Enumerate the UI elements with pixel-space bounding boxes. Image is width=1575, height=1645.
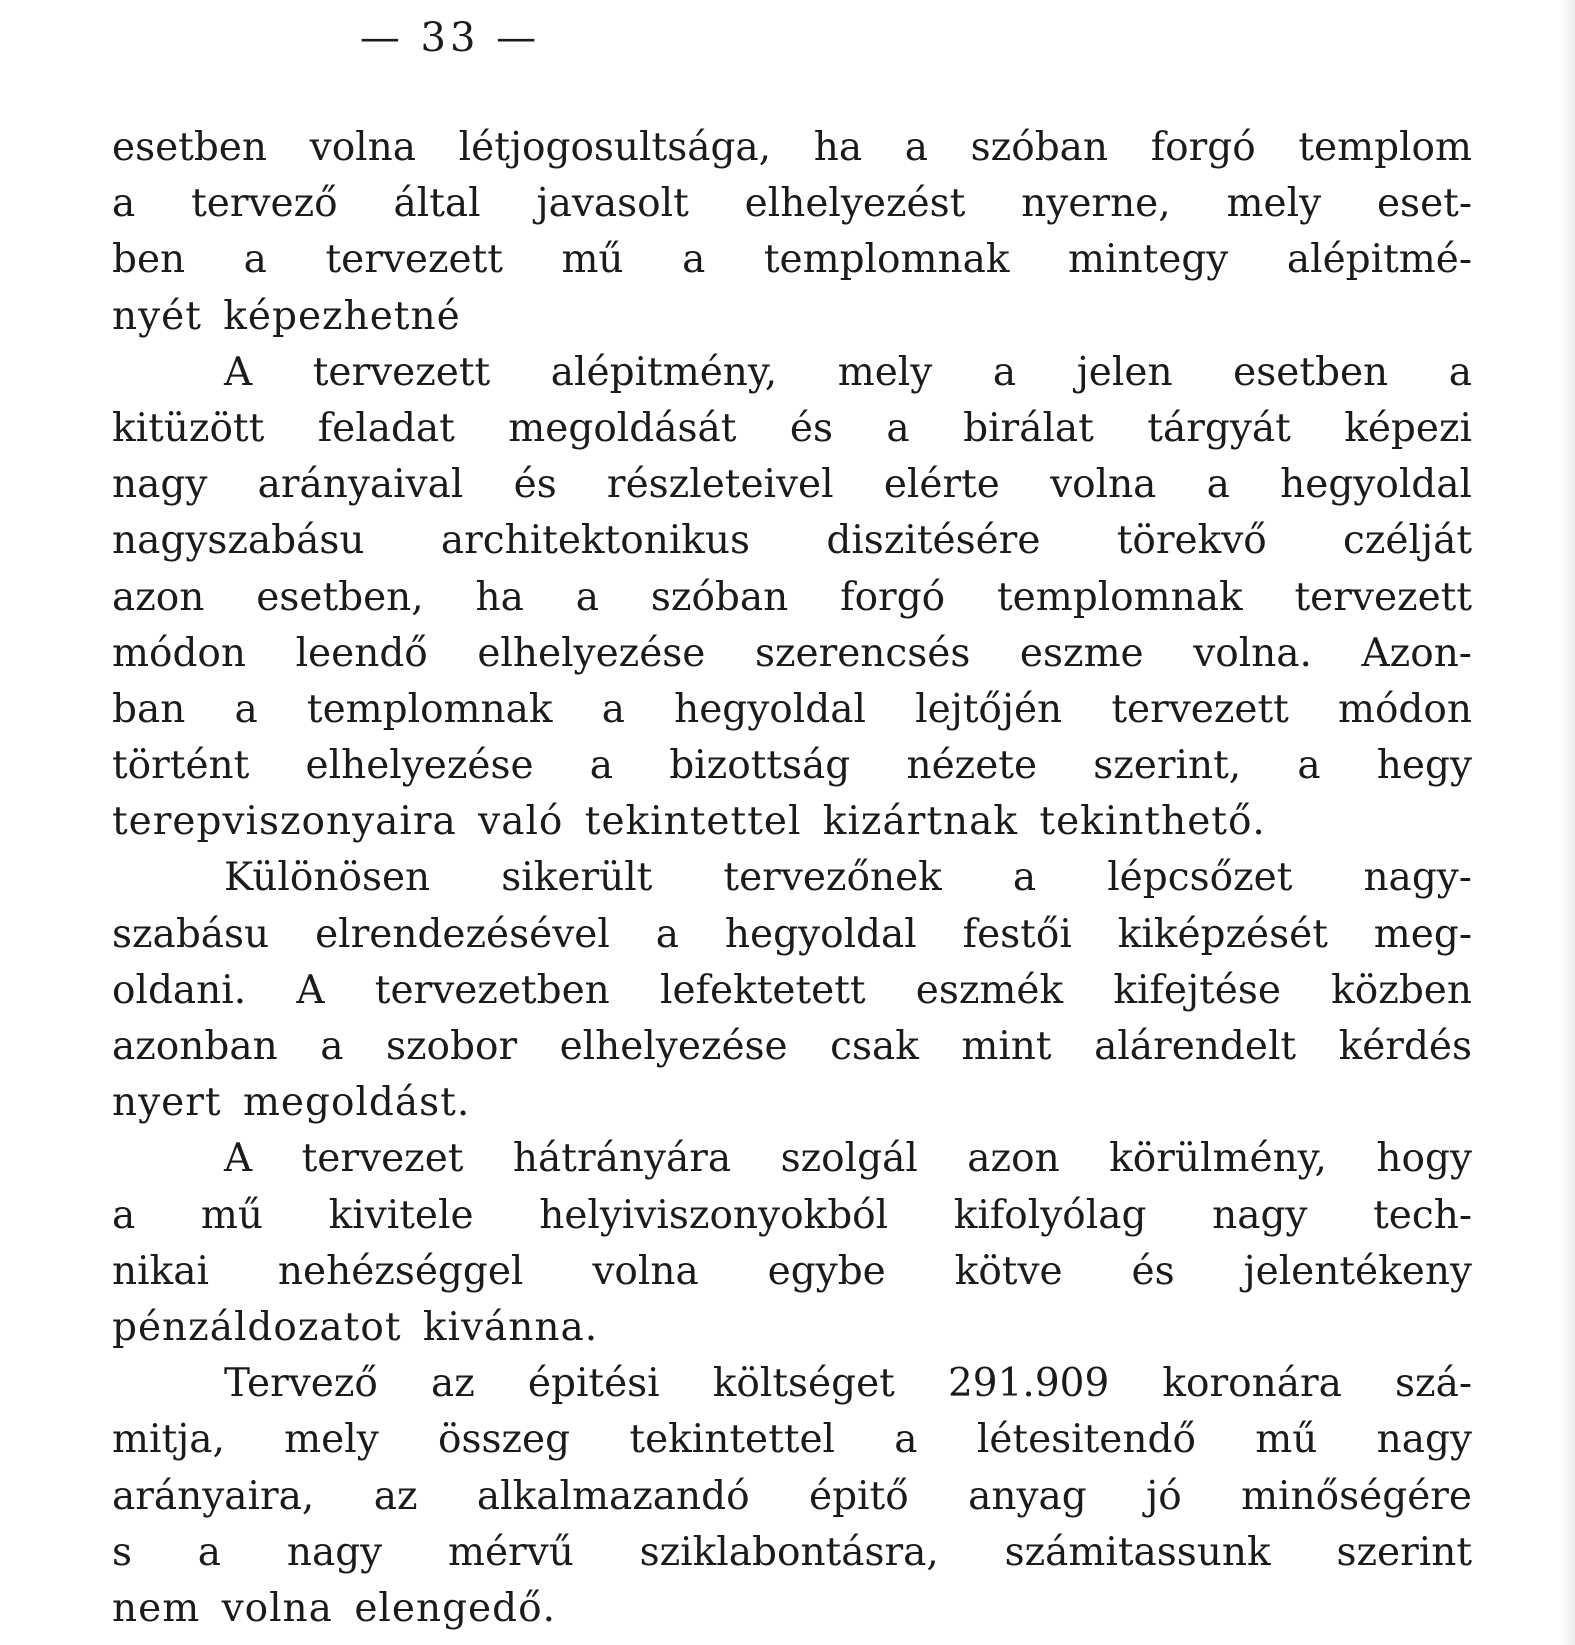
text-line: arányaira, az alkalmazandó épitő anyag jó minőségére: [112, 1473, 1472, 1519]
text-line: mitja, mely összeg tekintettel a létesitendő mű nagy: [112, 1417, 1472, 1463]
text-line: nyert megoldást.: [112, 1080, 471, 1126]
body-text: [112, 120, 1472, 1637]
paragraph-first-line: A tervezet hátrányára szolgál azon körülmény, hogy: [224, 1136, 1472, 1182]
text-line: módon leendő elhelyezése szerencsés eszme volna. Azon-: [112, 630, 1472, 676]
text-line: nyét képezhetné: [112, 293, 461, 339]
text-line: nikai nehézséggel volna egybe kötve és jelentékeny: [112, 1248, 1472, 1294]
text-line: pénzáldozatot kivánna.: [112, 1304, 599, 1350]
text-line: a mű kivitele helyiviszonyokból kifolyólag nagy tech-: [112, 1192, 1472, 1238]
text-line: ben a tervezett mű a templomnak mintegy alépitmé-: [112, 237, 1472, 283]
text-line: kitüzött feladat megoldását és a birálat tárgyát képezi: [112, 405, 1472, 451]
text-line: ban a templomnak a hegyoldal lejtőjén tervezett módon: [112, 686, 1472, 732]
paragraph-first-line: Tervező az épitési költséget 291.909 koronára szá-: [224, 1361, 1472, 1407]
paragraph-first-line: Különösen sikerült tervezőnek a lépcsőzet nagy-: [224, 855, 1472, 901]
text-line: azon esetben, ha a szóban forgó templomnak tervezett: [112, 574, 1472, 620]
page-number: — 33 —: [359, 15, 541, 61]
scan-edge-shadow: [1561, 0, 1575, 1645]
text-line: a tervező által javasolt elhelyezést nyerne, mely eset-: [112, 181, 1472, 227]
text-line: terepviszonyaira való tekintettel kizártnak tekinthető.: [112, 799, 1266, 845]
text-line: azonban a szobor elhelyezése csak mint alárendelt kérdés: [112, 1024, 1472, 1069]
text-line: s a nagy mérvű sziklabontásra, számitassunk szerint: [112, 1529, 1472, 1575]
text-line: történt elhelyezése a bizottság nézete szerint, a hegy: [112, 743, 1472, 789]
text-line: esetben volna létjogosultsága, ha a szóban forgó templom: [112, 125, 1472, 170]
text-line: nem volna elengedő.: [112, 1585, 556, 1631]
text-line: nagy arányaival és részleteivel elérte volna a hegyoldal: [112, 462, 1472, 508]
paragraph-first-line: A tervezett alépitmény, mely a jelen esetben a: [224, 349, 1472, 395]
text-line: oldani. A tervezetben lefektetett eszmék kifejtése közben: [112, 967, 1472, 1013]
text-line: nagyszabásu architektonikus diszitésére törekvő czélját: [112, 518, 1472, 564]
text-line: szabásu elrendezésével a hegyoldal festői kiképzését meg-: [112, 911, 1472, 957]
